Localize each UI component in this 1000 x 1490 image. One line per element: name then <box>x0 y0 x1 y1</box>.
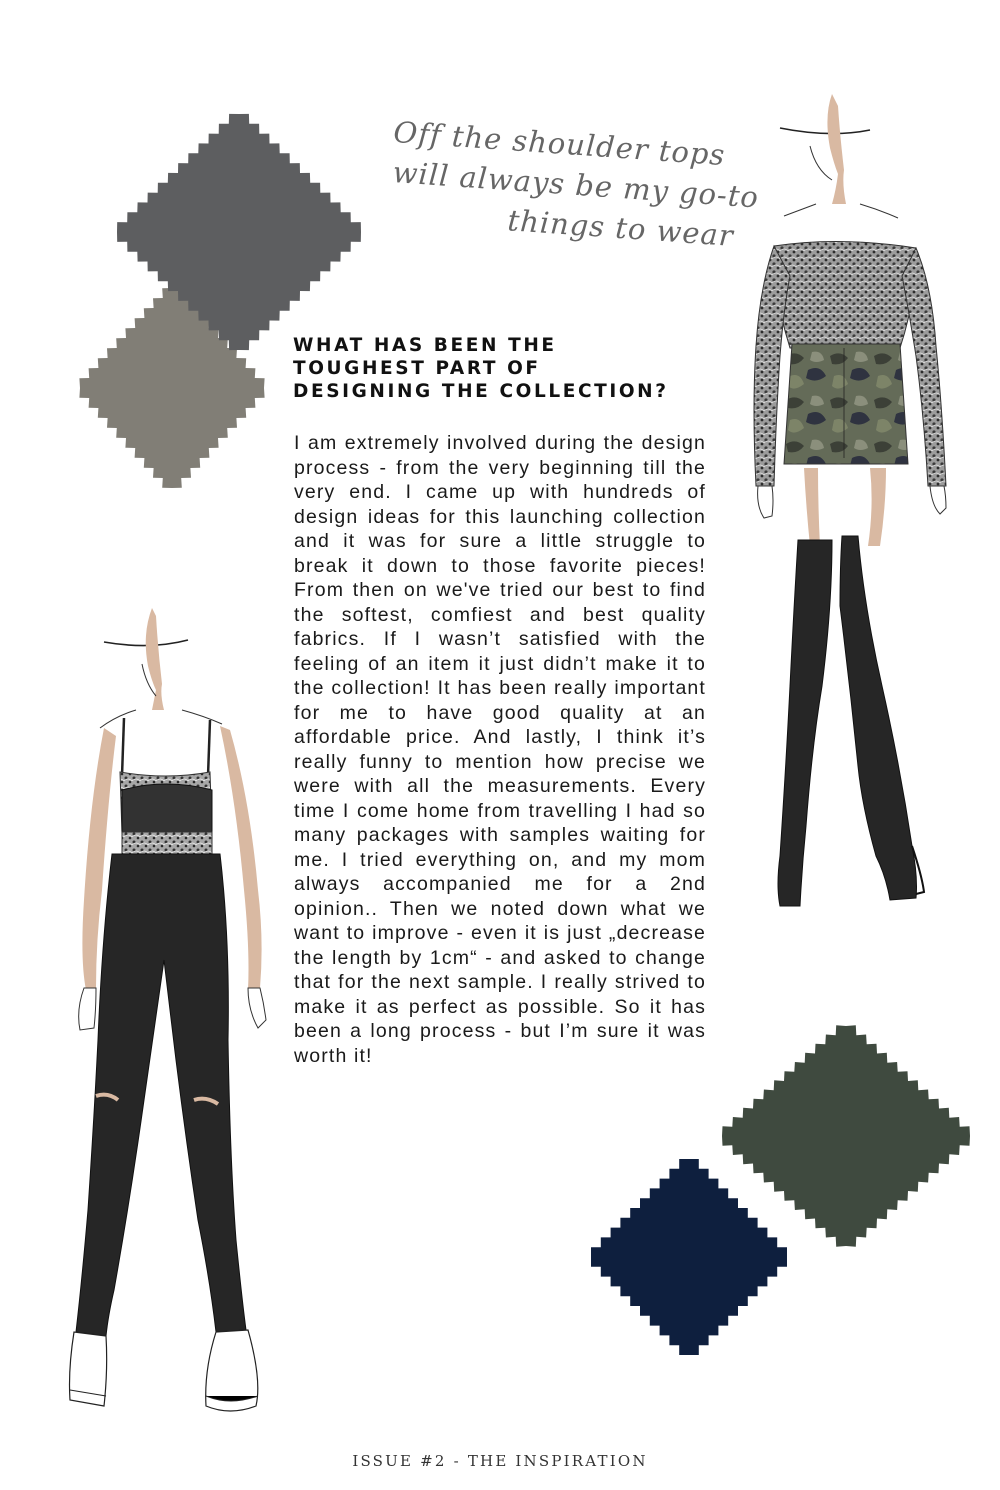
quote-line: will always be my go-to <box>391 155 761 215</box>
page-footer: ISSUE #2 - THE INSPIRATION <box>352 1452 648 1470</box>
fabric-swatch-olive <box>712 1016 980 1256</box>
heading-line: TOUGHEST PART OF <box>293 358 541 379</box>
handwritten-quote <box>387 112 794 260</box>
heading-line: DESIGNING THE COLLECTION? <box>293 381 669 402</box>
fabric-swatch-charcoal <box>104 102 374 362</box>
article-body: I am extremely involved during the design process - from the very beginning till the very end. I came up with hundreds of design ideas for this launching collection and it was for sure a little struggle to break it down to those favorite pieces! From then on we've tried our best to find the softest, comfiest and best quality fabrics. If I wasn’t satisfied with the feeling of an item it just didn’t make it to the collection! It has been really important for me to have good quality at an affordable price. And lastly, I think it’s really funny to mention how precise we were with all the measurements. Every time I come home from travelling I had so many packages with samples waiting for me. I tried everything on, and my mom always accompanied me for a 2nd opinion.. Then we noted down what we want to improve - even it is just „decrease the length by 1cm“ - and asked to change that for the next sample. I really strived to make it as perfect as possible. So it has been a long process - but I’m sure it was worth it! <box>294 432 706 1067</box>
fashion-sketch-lace-top-camo-skirt <box>740 86 960 916</box>
article-heading <box>293 334 713 403</box>
fashion-sketch-bralette-black-jeans <box>60 600 290 1450</box>
heading-line: WHAT HAS BEEN THE <box>293 335 557 356</box>
quote-line: things to wear <box>506 203 735 253</box>
quote-line: Off the shoulder tops <box>392 114 727 173</box>
